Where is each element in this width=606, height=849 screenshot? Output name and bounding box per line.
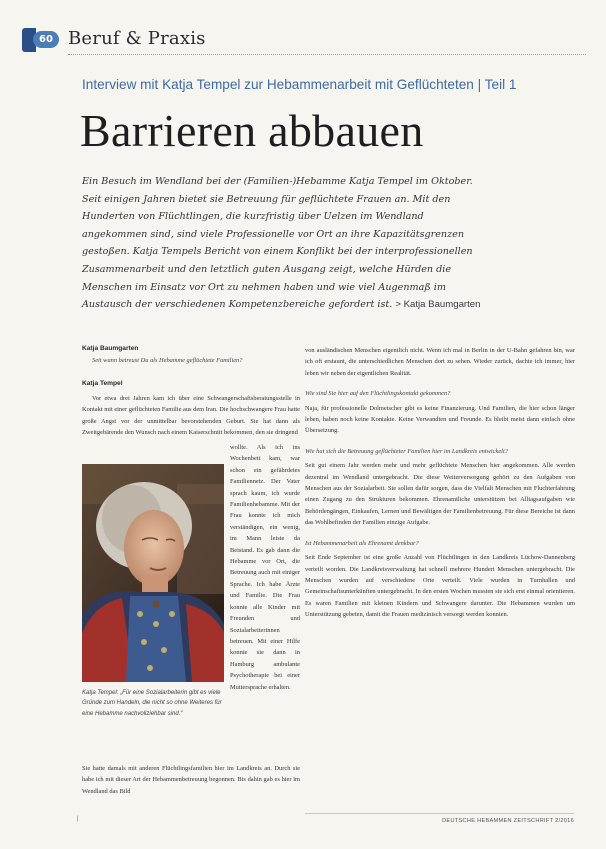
- speaker-name: Katja Tempel: [82, 380, 123, 387]
- page-number-badge: [33, 31, 59, 48]
- footer-divider: [305, 813, 574, 814]
- answer-paragraph: Seit gut einem Jahr werden mehr und mehr geflüchtete Menschen hier angekommen. Alle werden dezentral im Wendland untergebracht. Die diese Weiterversorgung gehört zu den Aufgaben von Menschen aus der Sozialarbeit. Sie sollen dafür sorgen, dass die Vielfalt Menschen mit Fluchterfahrung einen Zugang zu den Strukturen bekommen. Ehrenamtliche unterstützen bei Alltagsaufgaben wie Behördengängen, Einkaufen, Lernen und Bewältigen der Familienbetreuung. Für diese Bereiche ist dann das Wohlbefinden der Familien einzige Aufgabe.: [305, 462, 575, 527]
- header-divider: [68, 54, 586, 55]
- interview-question: Seit wann betreust Du als Hebamme geflüchtete Familien?: [92, 357, 243, 364]
- lede-author: > Katja Baumgarten: [395, 299, 481, 311]
- article-lede: [82, 173, 482, 314]
- right-column: [305, 345, 575, 630]
- footer-page-marker: |: [77, 816, 79, 822]
- photo-caption: Katja Tempel: „Für eine Sozialarbeiterin gibt es viele Gründe zum Handeln, die nicht so ohne Weiteres für eine Hebamme nachvollziehbar sind.“: [82, 690, 222, 717]
- article-headline: Barrieren abbauen: [80, 105, 424, 156]
- lede-text: Ein Besuch im Wendland bei der (Familien-)Hebamme Katja Tempel im Oktober. Seit einigen Jahren bietet sie Betreuung für geflüchtete Frauen an. Mit den Hunderten von Flüchtlingen, die kurzfristig über Uelzen im Wendland angekommen sind, sind viele Professionelle vor Ort an ihre Kapazitätsgrenzen gestoßen. Katja Tempels Bericht von einem Konflikt bei der interprofessionellen Zusammenarbeit und den letztlich guten Ausgang zeigt, welche Hürden die Menschen im Einsatz vor Ort zu nehmen haben und wie viel Augenmaß im Austausch der verschiedenen Kompetenzbereiche gefordert ist.: [82, 176, 473, 311]
- interview-question: Wie hat sich die Betreuung geflüchteter Familien hier im Landkreis entwickelt?: [305, 447, 508, 455]
- portrait-illustration: [82, 464, 224, 682]
- answer-paragraph-wrap: wollte. Als ich ins Wochenbett kam, war schon ein gefährdetes Familiennetz. Der Vater sprach kaum, ich wurde Familienhebamme. Mit der Frau konnte ich mich verständigen, ein wenig, im Mann leiste da Beistand. Es gab dann die Hebamme vor Ort, die Betreuung auch mit einiger Sprache. Ich habe Ärzte und Familie. Die Frau konnte alle Kinder mit Freunden und Sozialarbeiterinnen betreuen. Mit einer Hilfe konnte sie dann in Hamburg ambulante Psychotherapie bei einer Muttersprache erhalten.: [230, 444, 300, 691]
- portrait-photo: [82, 464, 224, 682]
- section-title: Beruf & Praxis: [68, 28, 206, 49]
- interview-question: Wie sind Sie hier auf den Flüchtlingskontakt gekommen?: [305, 390, 451, 398]
- answer-paragraph: Naja, für professionelle Dolmetscher gibt es keine Finanzierung. Und Familien, die hier schon länger leben, haben noch keine Kontakte. Keine Verwandten und Freunde. Es bleibt meist dann einfach ohne Übersetzung.: [305, 404, 575, 435]
- footer-magazine-name: DEUTSCHE HEBAMMEN ZEITSCHRIFT 2/2016: [442, 818, 574, 824]
- answer-paragraph: von ausländischen Menschen eigentlich nicht. Wenn ich mal in Berlin in der U-Bahn gefahren bin, war ich oft erstaunt, die unterschiedlichen Menschen dort zu sehen. Wieder zurück, dachte ich immer, hier leben wir neben der eigentlichen Realität.: [305, 347, 575, 377]
- answer-paragraph: Vor etwa drei Jahren kam ich über eine Schwangerschaftsberatungsstelle in Kontakt mit einer geflüchteten Familie aus dem Iran. Die hochschwangere Frau hatte große Angst vor der unmittelbar bevorstehenden Geburt. Sie hat dann als Zweitgebärende den Wunsch nach einem Kaiserschnitt bekommen, den sie dringend: [82, 395, 300, 437]
- page-number: 60: [39, 34, 53, 45]
- interview-question: Ist Hebammenarbeit als Ehrenamt denkbar?: [305, 539, 419, 547]
- answer-paragraph: Sie hatte damals mit anderen Flüchtlingsfamilien hier im Landkreis an. Durch sie habe ich mit dieser Art der Hebammenbetreuung begonnen. Bis dahin gab es hier im Wendland das Bild: [82, 765, 300, 795]
- article-kicker: Interview mit Katja Tempel zur Hebammenarbeit mit Geflüchteten | Teil 1: [82, 77, 517, 92]
- answer-paragraph: Seit Ende September ist eine große Anzahl von Flüchtlingen in den Landkreis Lüchow-Dannenberg verteilt worden. Die Landkreisverwaltung hat schnell mehrere Hundert Menschen untergebracht. Die Menschen wurden auf verschiedene Orte verteilt. Viele wurden in Turnhallen und Gemeinschaftsunterkünften untergebracht. In den ersten Wochen mussten sie sich erst einmal orientieren. Es waren Familien mit kleinen Kindern und Schwangere darunter. Die Hebammen wurden um Unterstützung gebeten, damit die Frauen medizinisch versorgt werden konnten.: [305, 554, 575, 619]
- speaker-name: Katja Baumgarten: [82, 345, 139, 352]
